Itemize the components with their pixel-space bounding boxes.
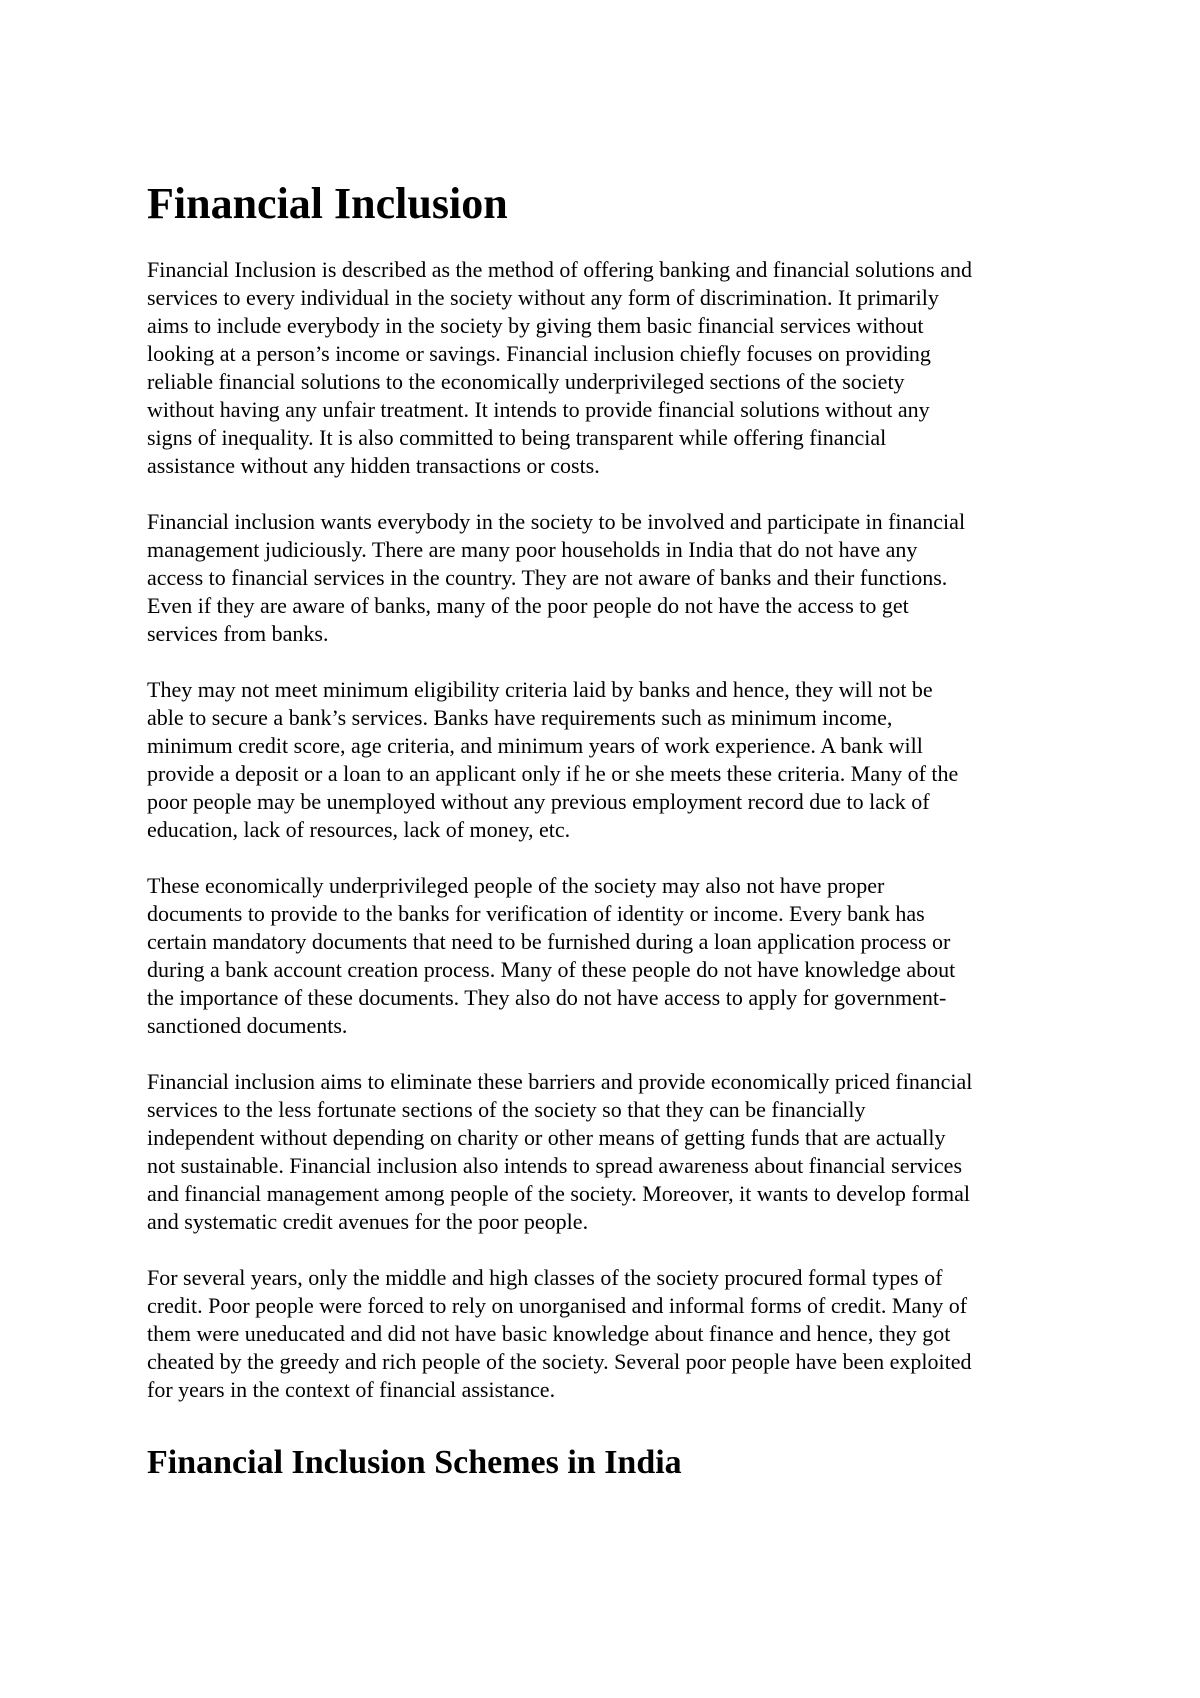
text-line: credit. Poor people were forced to rely on unorganised and informal forms of credit. Many of: [147, 1293, 968, 1318]
paragraph-goals: [147, 1068, 1067, 1236]
text-line: and systematic credit avenues for the poor people.: [147, 1209, 589, 1234]
text-line: documents to provide to the banks for verification of identity or income. Every bank has: [147, 901, 925, 926]
text-line: Even if they are aware of banks, many of the poor people do not have the access to get: [147, 593, 909, 618]
text-line: during a bank account creation process. Many of these people do not have knowledge about: [147, 957, 956, 982]
text-line: certain mandatory documents that need to be furnished during a loan application process or: [147, 929, 951, 954]
text-line: services from banks.: [147, 621, 329, 646]
text-line: They may not meet minimum eligibility criteria laid by banks and hence, they will not be: [147, 677, 933, 702]
text-line: management judiciously. There are many poor households in India that do not have any: [147, 537, 918, 562]
text-line: Financial Inclusion is described as the method of offering banking and financial solutions and: [147, 257, 973, 282]
text-line: assistance without any hidden transactions or costs.: [147, 453, 600, 478]
paragraph-definition: [147, 256, 1067, 480]
text-line: provide a deposit or a loan to an applicant only if he or she meets these criteria. Many of the: [147, 761, 959, 786]
text-line: them were uneducated and did not have basic knowledge about finance and hence, they got: [147, 1321, 951, 1346]
text-line: for years in the context of financial assistance.: [147, 1377, 556, 1402]
text-line: reliable financial solutions to the economically underprivileged sections of the society: [147, 369, 905, 394]
text-line: aims to include everybody in the society by giving them basic financial services without: [147, 313, 924, 338]
text-line: without having any unfair treatment. It intends to provide financial solutions without any: [147, 397, 930, 422]
paragraph-access: [147, 508, 1067, 648]
text-line: signs of inequality. It is also committed to being transparent while offering financial: [147, 425, 887, 450]
document-title: Financial Inclusion: [147, 179, 508, 228]
text-line: services to every individual in the society without any form of discrimination. It primarily: [147, 285, 939, 310]
paragraph-history: [147, 1264, 1067, 1404]
text-line: These economically underprivileged people of the society may also not have proper: [147, 873, 885, 898]
text-line: poor people may be unemployed without any previous employment record due to lack of: [147, 789, 930, 814]
paragraph-documents: [147, 872, 1067, 1040]
text-line: not sustainable. Financial inclusion also intends to spread awareness about financial services: [147, 1153, 962, 1178]
paragraph-eligibility: [147, 676, 1067, 844]
text-line: Financial inclusion wants everybody in the society to be involved and participate in financial: [147, 509, 966, 534]
text-line: able to secure a bank’s services. Banks have requirements such as minimum income,: [147, 705, 893, 730]
text-line: access to financial services in the country. They are not aware of banks and their functions.: [147, 565, 948, 590]
text-line: looking at a person’s income or savings. Financial inclusion chiefly focuses on providing: [147, 341, 931, 366]
text-line: minimum credit score, age criteria, and minimum years of work experience. A bank will: [147, 733, 923, 758]
text-line: services to the less fortunate sections of the society so that they can be financially: [147, 1097, 866, 1122]
text-line: For several years, only the middle and high classes of the society procured formal types of: [147, 1265, 943, 1290]
text-line: sanctioned documents.: [147, 1013, 348, 1038]
text-line: independent without depending on charity or other means of getting funds that are actually: [147, 1125, 946, 1150]
document-page: [147, 178, 1067, 1484]
text-line: education, lack of resources, lack of money, etc.: [147, 817, 571, 842]
text-line: the importance of these documents. They also do not have access to apply for government-: [147, 985, 947, 1010]
text-line: cheated by the greedy and rich people of the society. Several poor people have been exploited: [147, 1349, 972, 1374]
section-heading: Financial Inclusion Schemes in India: [147, 1444, 682, 1481]
text-line: and financial management among people of the society. Moreover, it wants to develop formal: [147, 1181, 971, 1206]
text-line: Financial inclusion aims to eliminate these barriers and provide economically priced financial: [147, 1069, 973, 1094]
